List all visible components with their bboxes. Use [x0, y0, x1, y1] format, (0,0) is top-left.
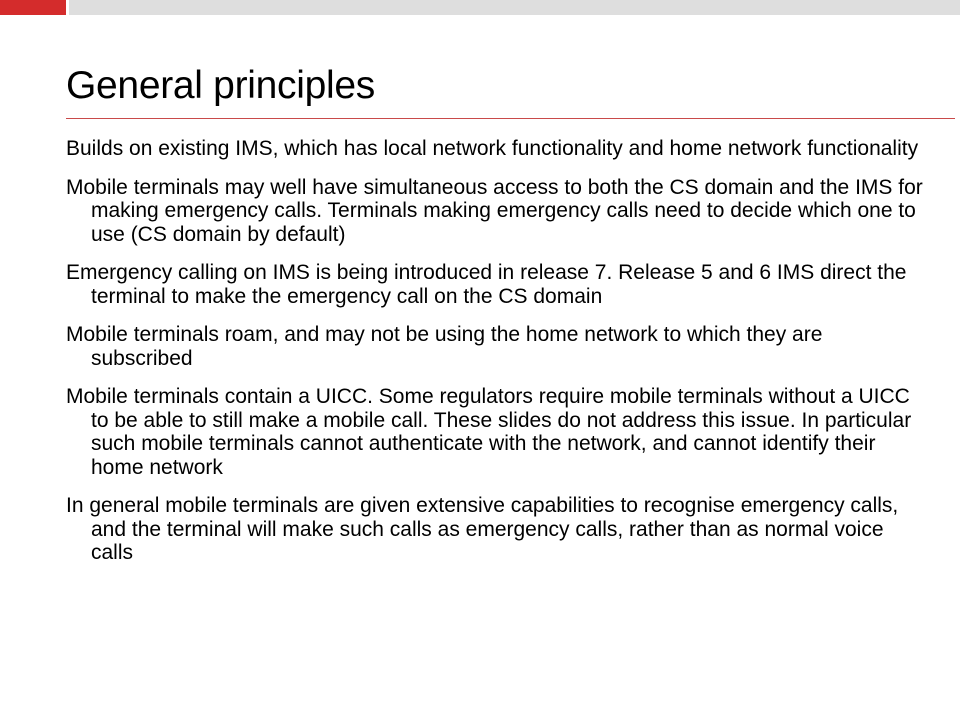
bullet-item: Emergency calling on IMS is being introduced in release 7. Release 5 and 6 IMS direct the terminal to make the emergency call on the CS domain	[66, 261, 907, 308]
top-gray-bar	[69, 0, 960, 15]
title-divider	[66, 118, 955, 119]
bullet-item: Mobile terminals roam, and may not be using the home network to which they are subscribed	[66, 323, 823, 370]
bullet-item: Mobile terminals contain a UICC. Some regulators require mobile terminals without a UICC to be able to still make a mobile call. These slides do not address this issue. In particular such mobile terminals cannot authenticate with the network, and cannot identify their home network	[66, 385, 912, 479]
bullet-item: In general mobile terminals are given extensive capabilities to recognise emergency calls, and the terminal will make such calls as emergency calls, rather than as normal voice calls	[66, 494, 899, 564]
slide-title: General principles	[66, 64, 375, 107]
bullet-list	[66, 137, 928, 580]
bullet-item: Builds on existing IMS, which has local network functionality and home network functionality	[66, 137, 919, 160]
bullet-item: Mobile terminals may well have simultaneous access to both the CS domain and the IMS for making emergency calls. Terminals making emergency calls need to decide which one to use (CS domain by default)	[66, 175, 923, 246]
top-accent-bar	[0, 0, 66, 15]
